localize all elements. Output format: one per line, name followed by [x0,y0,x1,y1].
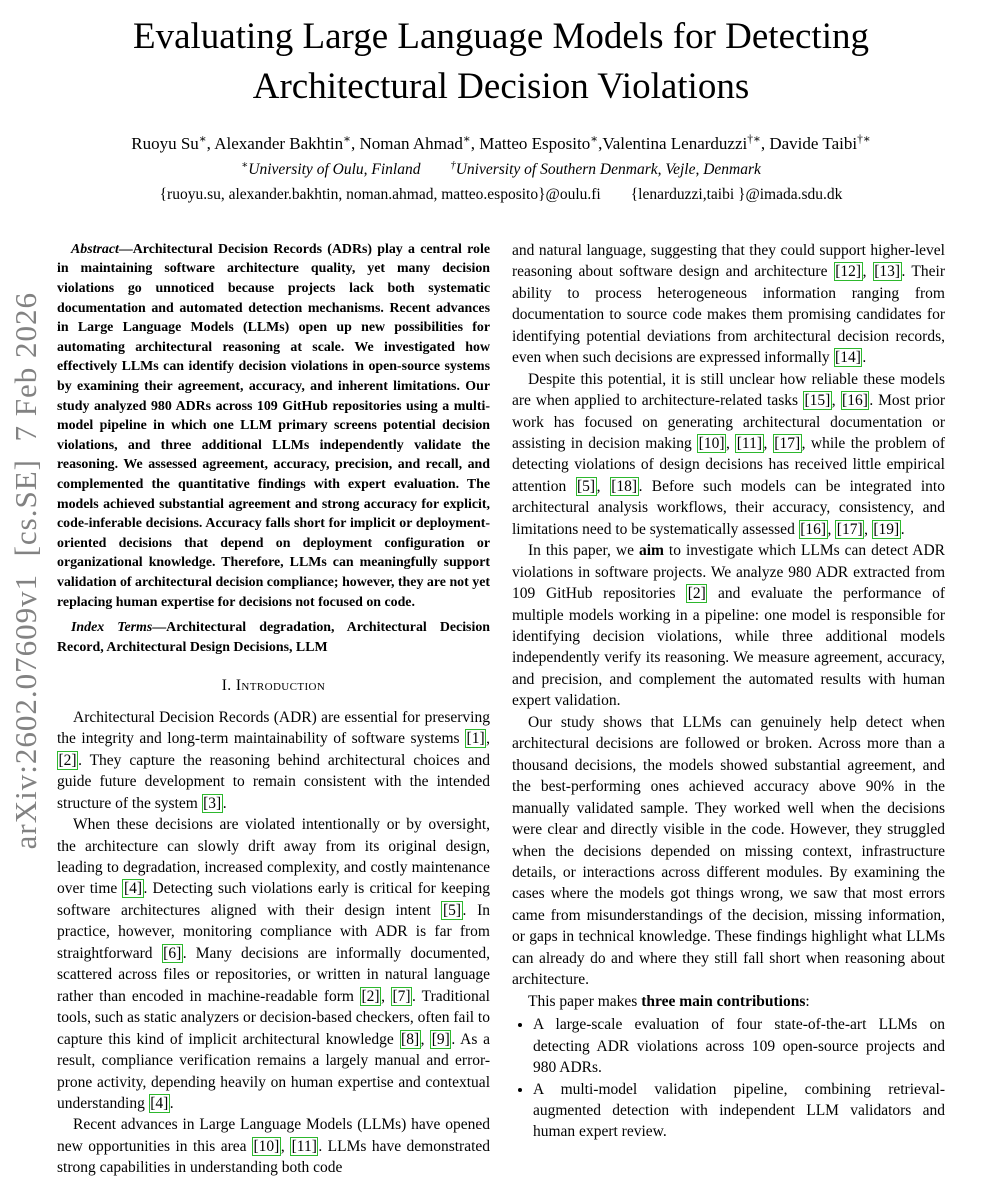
paragraph: In this paper, we aim to investigate which LLMs can detect ADR violations in software projects. We analyze 980 ADR extracted from 109 GitHub repositories [2] and evaluate the performance of multiple models working in a pipeline: one model is responsible for identifying decision violations, while three additional models independently verify its reasoning. We measure agreement, accuracy, and precision, and complement the automated results with human expert validation. [512,542,945,710]
citation-link[interactable]: [4] [123,880,143,898]
citation-link[interactable]: [17] [836,520,863,538]
paragraph: Despite this potential, it is still unclear how reliable these models are when applied to architecture-related tasks [15], [16]. Most prior work has focused on generating architectural documentation or assisting in decision making [10], [11], [17], while the problem of detecting violations of design decisions has received little empirical attention [5], [18]. Before such models can be integrated into architectural analysis workflows, their accuracy, consistency, and limitations need to be systematically assessed [16], [17], [19]. [512,370,946,538]
citation-link[interactable]: [7] [392,987,411,1005]
abstract [57,240,490,612]
citation-link[interactable]: [17] [774,434,801,452]
citation-link[interactable]: [11] [291,1137,317,1155]
abstract-label: Abstract [71,241,119,257]
paper-content [57,6,945,1179]
citation-link[interactable]: [2] [361,987,380,1005]
paragraph: and natural language, suggesting that they could support higher-level reasoning about software design and architecture [12], [13]. Their ability to process heterogeneous information ranging from documentation to source code makes them promising candidates for identifying potential deviations from architectural decision records, even when such decisions are expressed informally [14]. [512,241,945,367]
affiliation-oulu: ∗University of Oulu, Finland [241,159,421,178]
citation-link[interactable]: [4] [150,1094,169,1112]
emails-line [57,186,945,204]
email-group-oulu: {ruoyu.su, alexander.bakhtin, noman.ahmad, matteo.esposito}@oulu.fi [159,185,601,203]
citation-link[interactable]: [15] [804,392,831,410]
paragraph: Our study shows that LLMs can genuinely help detect when architectural decisions are followed or broken. Across more than a thousand decisions, the models showed substantial agreement, and the best-performing ones achieved accuracy above 90% in the manually validated sample. They worked well when the decisions were clear and directly visible in the code. However, they struggled when the decisions depended on missing context, infrastructure details, or interactions across different modules. By examining the cases where the models got things wrong, we saw that most errors came from misunderstandings of the decision, missing information, or gaps in technical knowledge. These findings highlight what LLMs can already do and where they still fall short when reasoning about architecture. [512,713,945,989]
citation-link[interactable]: [10] [253,1137,280,1155]
left-column [57,240,490,1179]
index-terms [57,618,490,657]
citation-link[interactable]: [16] [842,392,868,410]
citation-link[interactable]: [5] [577,477,596,495]
paper-title: Evaluating Large Language Models for Detecting Architectural Decision Violations [133,16,869,107]
paragraph: Architectural Decision Records (ADR) are essential for preserving the integrity and long-term maintainability of software systems [1], [2]. They capture the reasoning behind architectural choices and guide future development to remain consistent with the intended structure of the system [3]. [57,708,490,812]
citation-link[interactable]: [11] [736,434,763,452]
citation-link[interactable]: [6] [163,944,182,962]
contributions-list [512,1014,945,1143]
right-column [512,240,945,1179]
contribution-item: • A multi-model validation pipeline, combining retrieval-augmented detection with independent LLM validators and human expert review. [533,1079,945,1143]
citation-link[interactable]: [2] [58,751,77,769]
intro-paragraphs-left [57,707,490,1179]
affiliation-sdu: †University of Southern Denmark, Vejle, Denmark [450,159,761,178]
arxiv-watermark: arXiv:2602.07609v1 [cs.SE] 7 Feb 2026 [8,292,43,850]
paragraph: This paper makes three main contributions: [528,992,810,1010]
citation-link[interactable]: [8] [401,1030,420,1048]
affiliations-line [57,161,945,179]
citation-link[interactable]: [10] [698,434,725,452]
abstract-text: —Architectural Decision Records (ADRs) play a central role in maintaining software architecture quality, yet many decision violations go unnoticed because projects lack both systematic documentation and automated detection mechanisms. Recent advances in Large Language Models (LLMs) open up new possibilities for automating architectural reasoning at scale. We investigated how effectively LLMs can identify decision violations in open-source systems by examining their agreement, accuracy, and inherent limitations. Our study analyzed 980 ADRs across 109 GitHub repositories using a multi-model pipeline in which one LLM primary screens potential decision violations, and three additional LLMs independently validate the reasoning. We assessed agreement, accuracy, precision, and recall, and complemented the quantitative findings with expert evaluation. The models achieved substantial agreement and strong accuracy for explicit, code-inferable decisions. Accuracy falls short for implicit or deployment-oriented decisions that depend on deployment configuration or organizational knowledge. Therefore, LLMs can meaningfully support validation of architectural decision compliance; however, they are not yet replacing human expertise for decisions not focused on code. [57,241,490,610]
index-terms-text: —Architectural degradation, Architectural Decision Record, Architectural Design Decisions, LLM [57,620,490,655]
intro-paragraphs-right [512,240,945,1012]
authors-line: Ruoyu Su∗, Alexander Bakhtin∗, Noman Ahmad∗, Matteo Esposito∗,Valentina Lenarduzzi†∗, Davide Taibi†∗ [131,132,871,153]
citation-link[interactable]: [16] [800,520,827,538]
contribution-item: • A large-scale evaluation of four state-of-the-art LLMs on detecting ADR violations across 109 open-source projects and 980 ADRs. [533,1014,945,1078]
citation-link[interactable]: [9] [431,1030,450,1048]
citation-link[interactable]: [2] [687,585,706,603]
two-column-body [57,240,945,1179]
citation-link[interactable]: [18] [611,477,638,495]
citation-link[interactable]: [5] [442,901,462,919]
citation-link[interactable]: [14] [835,349,861,367]
citation-link[interactable]: [12] [835,263,862,281]
paragraph: When these decisions are violated intentionally or by oversight, the architecture can slowly drift away from its original design, leading to degradation, increased complexity, and costly maintenance over time [4]. Detecting such violations early is critical for keeping software architectures aligned with their design intent [5]. In practice, however, monitoring compliance with ADR is far from straightforward [6]. Many decisions are informally documented, scattered across files or repositories, or written in natural language rather than encoded in machine-readable form [2], [7]. Traditional tools, such as static analyzers or decision-based checkers, often fail to capture this kind of implicit architectural knowledge [8], [9]. As a result, compliance verification remains a largely manual and error-prone activity, depending heavily on human expertise and contextual understanding [4]. [57,816,491,1112]
citation-link[interactable]: [3] [203,794,222,812]
citation-link[interactable]: [19] [873,520,900,538]
section-heading-introduction: I. Introduction [221,677,326,695]
citation-link[interactable]: [1] [466,730,485,748]
citation-link[interactable]: [13] [874,263,901,281]
email-group-sdu: {lenarduzzi,taibi }@imada.sdu.dk [630,185,843,203]
paragraph: Recent advances in Large Language Models (LLMs) have opened new opportunities in this area [10], [11]. LLMs have demonstrated strong capabilities in understanding both code [57,1116,491,1177]
index-terms-label: Index Terms [71,620,153,636]
